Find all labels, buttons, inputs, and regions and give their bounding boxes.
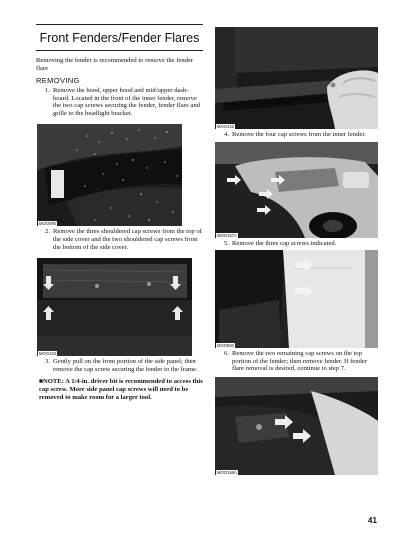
side-cover-illustration — [37, 258, 192, 356]
photo-code: MOO163 — [39, 351, 56, 357]
page-number: 41 — [368, 516, 377, 525]
fender-illustration — [215, 250, 378, 348]
photo-code: MOO156A — [217, 469, 237, 475]
photo-vehicle-front — [215, 142, 378, 238]
step-number: 2. — [45, 228, 50, 236]
step-3 — [36, 358, 203, 373]
intro-text: Removing the fender is recommended to remove the fender flare — [36, 57, 194, 72]
inner-fender-illustration — [215, 27, 378, 129]
photo-side-cover-screws — [37, 258, 192, 356]
speckled-panel-illustration — [37, 124, 182, 226]
left-column — [36, 24, 203, 402]
fender-flare-illustration — [215, 377, 378, 475]
step-number: 5. — [224, 239, 229, 247]
step-text: Remove the two remaining cap screws on the top portion of the fender; then remove fender. If fender flare removal is desired, continue to step 7. — [232, 350, 367, 373]
step-6 — [215, 350, 379, 373]
step-text: Remove the three cap screws indicated. — [232, 239, 337, 247]
photo-fender-screws — [215, 250, 378, 348]
photo-side-cover — [37, 124, 182, 226]
photo-code: MOO157A — [217, 232, 237, 238]
right-column — [215, 24, 379, 475]
step-text: Remove the four cap screws from the inner fender. — [232, 131, 366, 138]
note-text: ■NOTE: A 1/4-in. driver bit is recommended to access this cap screw. More side panel cap screws will need to be removed to make room for a larger tool. — [39, 378, 203, 401]
step-4 — [215, 131, 379, 139]
photo-code: MOO090 — [39, 221, 56, 227]
section-title: Front Fenders/Fender Flares — [36, 24, 203, 51]
vehicle-front-illustration — [215, 142, 378, 238]
step-5 — [215, 240, 379, 248]
step-text: Remove the three shouldered cap screws from the top of the side cover and the two shouldered cap screws from the bottom of the side cover. — [53, 228, 202, 251]
photo-inner-fender-hand — [215, 27, 378, 129]
step-text: Gently pull on the front portion of the side panel; then remove the cap screw securing the fender to the frame. — [53, 358, 198, 373]
step-number: 4. — [224, 131, 229, 138]
removing-heading: REMOVING — [36, 76, 80, 85]
photo-code: MOO142 — [217, 124, 234, 129]
step-number: 6. — [224, 350, 229, 358]
photo-fender-flare — [215, 377, 378, 475]
step-2 — [36, 228, 203, 251]
step-number: 1. — [45, 87, 50, 94]
step-number: 3. — [45, 358, 50, 366]
photo-code: MOO592 — [217, 343, 234, 349]
step-text: Remove the hood, upper hood and mid/upper dash-board. Located in the front of the inner fender, remove the two cap screws securing the fender, fender flare and grille to the headlight bracket. — [53, 87, 200, 117]
step-1 — [36, 87, 203, 117]
